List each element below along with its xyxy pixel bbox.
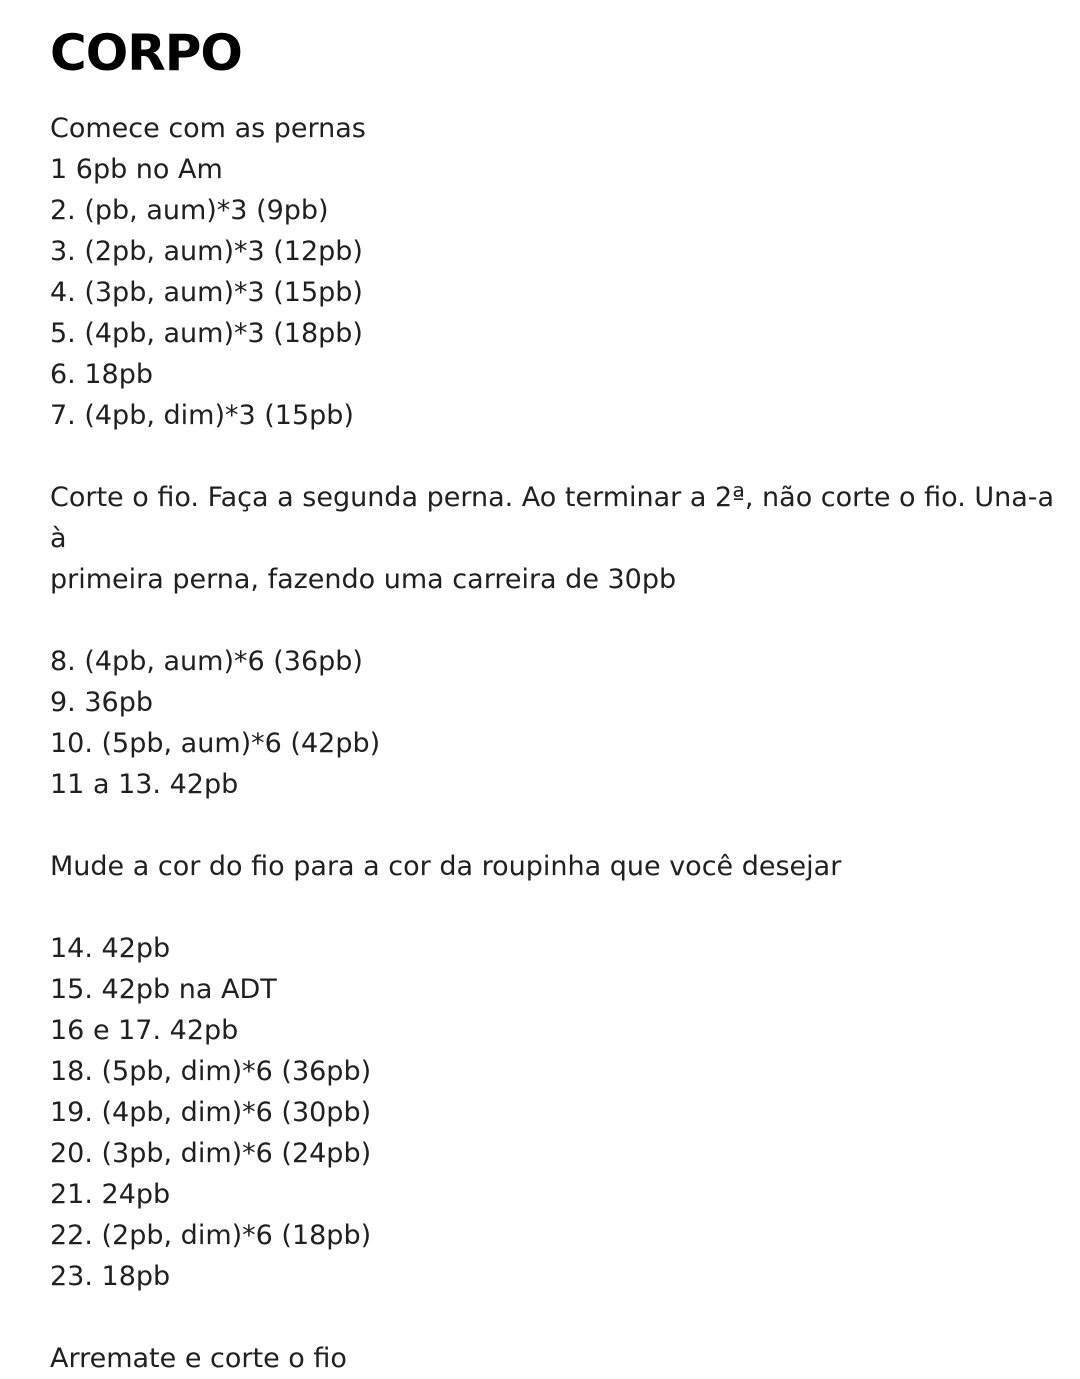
instruction-line: 18. (5pb, dim)*6 (36pb) xyxy=(50,1056,372,1087)
spacer xyxy=(50,1297,1060,1338)
instruction-line: 19. (4pb, dim)*6 (30pb) xyxy=(50,1097,372,1128)
instruction-line: 21. 24pb xyxy=(50,1179,171,1210)
instruction-line: 5. (4pb, aum)*3 (18pb) xyxy=(50,318,363,349)
instruction-line: 10. (5pb, aum)*6 (42pb) xyxy=(50,728,381,759)
note-paragraph-line: primeira perna, fazendo uma carreira de 30pb xyxy=(50,564,677,595)
spacer xyxy=(50,436,1060,477)
instruction-line: 1 6pb no Am xyxy=(50,154,223,185)
note-paragraph-line: Corte o fio. Faça a segunda perna. Ao terminar a 2ª, não corte o fio. Una-a à xyxy=(50,482,1055,554)
instruction-line: 2. (pb, aum)*3 (9pb) xyxy=(50,195,329,226)
instruction-line: 9. 36pb xyxy=(50,687,153,718)
instruction-line: 6. 18pb xyxy=(50,359,153,390)
spacer xyxy=(50,887,1060,928)
instruction-line: 22. (2pb, dim)*6 (18pb) xyxy=(50,1220,372,1251)
instruction-line: 14. 42pb xyxy=(50,933,171,964)
spacer xyxy=(50,600,1060,641)
pattern-instructions xyxy=(50,108,1060,1379)
instruction-line: 23. 18pb xyxy=(50,1261,171,1292)
note-paragraph: Mude a cor do fio para a cor da roupinha que você desejar xyxy=(50,851,842,882)
section-title: CORPO xyxy=(50,24,242,82)
instruction-line: 16 e 17. 42pb xyxy=(50,1015,239,1046)
closing-note: Arremate e corte o fio xyxy=(50,1343,347,1374)
instruction-line: 4. (3pb, aum)*3 (15pb) xyxy=(50,277,363,308)
spacer xyxy=(50,805,1060,846)
instruction-line: Comece com as pernas xyxy=(50,113,366,144)
instruction-line: 20. (3pb, dim)*6 (24pb) xyxy=(50,1138,372,1169)
instruction-line: 15. 42pb na ADT xyxy=(50,974,277,1005)
instruction-line: 7. (4pb, dim)*3 (15pb) xyxy=(50,400,354,431)
pattern-page xyxy=(50,20,1060,1379)
instruction-line: 3. (2pb, aum)*3 (12pb) xyxy=(50,236,363,267)
instruction-line: 8. (4pb, aum)*6 (36pb) xyxy=(50,646,363,677)
instruction-line: 11 a 13. 42pb xyxy=(50,769,239,800)
